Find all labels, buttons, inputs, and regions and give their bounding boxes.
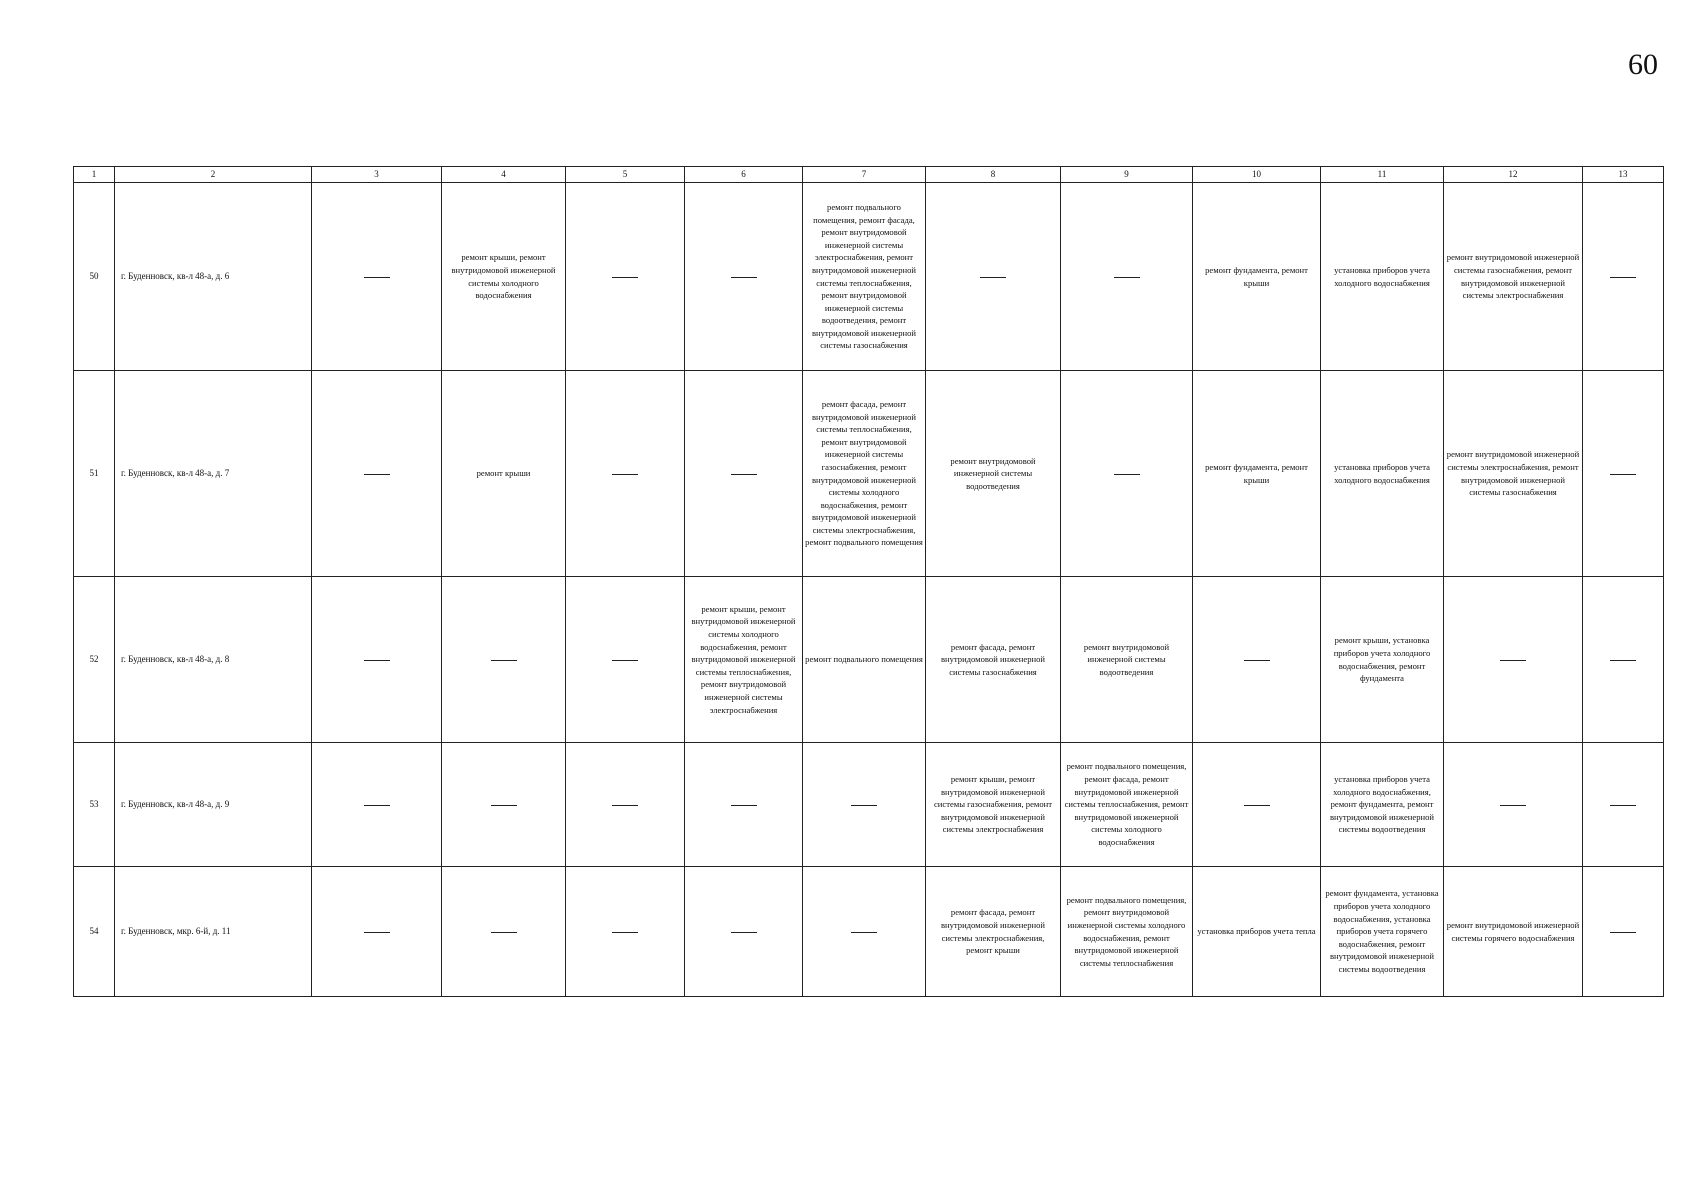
address-cell: г. Буденновск, кв-л 48-а, д. 8 [115,577,312,743]
empty-dash [364,277,390,278]
empty-dash [731,805,757,806]
work-cell [442,867,566,997]
work-cell: ремонт крыши, установка приборов учета холодного водоснабжения, ремонт фундамента [1321,577,1444,743]
column-header: 9 [1061,167,1193,183]
empty-dash [491,932,517,933]
work-cell [685,743,803,867]
empty-dash [1114,474,1140,475]
empty-dash [1114,277,1140,278]
column-header: 7 [803,167,926,183]
empty-dash [612,805,638,806]
work-cell: установка приборов учета холодного водоснабжения [1321,371,1444,577]
empty-dash [491,660,517,661]
work-cell [1583,577,1664,743]
table-row [74,183,1664,371]
work-cell: ремонт подвального помещения, ремонт фасада, ремонт внутридомовой инженерной системы электроснабжения, ремонт внутридомовой инженерной системы теплоснабжения, ремонт внутридомовой инженерной системы водоотведения, ремонт внутридомовой инженерной системы газоснабжения [803,183,926,371]
empty-dash [731,277,757,278]
work-cell: ремонт крыши, ремонт внутридомовой инженерной системы холодного водоснабжения, ремонт внутридомовой инженерной системы теплоснабжения, ремонт внутридомовой инженерной системы электроснабжения [685,577,803,743]
column-header: 1 [74,167,115,183]
table-row [74,577,1664,743]
table-row [74,867,1664,997]
address-cell: г. Буденновск, мкр. 6-й, д. 11 [115,867,312,997]
work-cell: установка приборов учета холодного водоснабжения, ремонт фундамента, ремонт внутридомовой инженерной системы водоотведения [1321,743,1444,867]
work-cell: ремонт фундамента, установка приборов учета холодного водоснабжения, установка приборов учета горячего водоснабжения, ремонт внутридомовой инженерной системы водоотведения [1321,867,1444,997]
empty-dash [612,932,638,933]
empty-dash [364,660,390,661]
work-cell [1444,577,1583,743]
work-cell [312,577,442,743]
work-cell [1061,371,1193,577]
work-cell [442,577,566,743]
work-cell [312,867,442,997]
column-header: 2 [115,167,312,183]
column-header: 3 [312,167,442,183]
address-cell: г. Буденновск, кв-л 48-а, д. 9 [115,743,312,867]
empty-dash [1610,805,1636,806]
work-cell: ремонт подвального помещения, ремонт фасада, ремонт внутридомовой инженерной системы теплоснабжения, ремонт внутридомовой инженерной системы холодного водоснабжения [1061,743,1193,867]
empty-dash [1610,474,1636,475]
work-cell: ремонт внутридомовой инженерной системы водоотведения [1061,577,1193,743]
work-cell [1193,743,1321,867]
work-cell: ремонт фундамента, ремонт крыши [1193,183,1321,371]
work-cell: ремонт фасада, ремонт внутридомовой инженерной системы электроснабжения, ремонт крыши [926,867,1061,997]
empty-dash [364,805,390,806]
empty-dash [731,932,757,933]
empty-dash [364,932,390,933]
empty-dash [1244,660,1270,661]
work-cell: ремонт фасада, ремонт внутридомовой инженерной системы теплоснабжения, ремонт внутридомовой инженерной системы газоснабжения, ремонт внутридомовой инженерной системы холодного водоснабжения, ремонт внутридомовой инженерной системы электроснабжения, ремонт подвального помещения [803,371,926,577]
work-cell [803,867,926,997]
column-header: 8 [926,167,1061,183]
column-header: 13 [1583,167,1664,183]
page-number: 60 [1628,48,1658,81]
work-cell: ремонт крыши, ремонт внутридомовой инженерной системы газоснабжения, ремонт внутридомовой инженерной системы электроснабжения [926,743,1061,867]
empty-dash [1500,805,1526,806]
work-cell [566,743,685,867]
column-header: 12 [1444,167,1583,183]
work-cell [926,183,1061,371]
work-cell: установка приборов учета холодного водоснабжения [1321,183,1444,371]
work-cell: ремонт внутридомовой инженерной системы газоснабжения, ремонт внутридомовой инженерной системы электроснабжения [1444,183,1583,371]
work-cell [685,371,803,577]
work-cell [1444,743,1583,867]
repair-schedule-table [73,166,1664,997]
work-cell [566,371,685,577]
column-number-row [74,167,1664,183]
work-cell [312,183,442,371]
work-cell: ремонт подвального помещения, ремонт внутридомовой инженерной системы холодного водоснабжения, ремонт внутридомовой инженерной системы теплоснабжения [1061,867,1193,997]
work-cell: установка приборов учета тепла [1193,867,1321,997]
row-number: 54 [74,867,115,997]
work-cell: ремонт внутридомовой инженерной системы водоотведения [926,371,1061,577]
empty-dash [612,474,638,475]
work-cell [685,183,803,371]
work-cell [803,743,926,867]
empty-dash [1244,805,1270,806]
row-number: 53 [74,743,115,867]
empty-dash [851,805,877,806]
work-cell: ремонт фундамента, ремонт крыши [1193,371,1321,577]
empty-dash [491,805,517,806]
empty-dash [851,932,877,933]
table-row [74,371,1664,577]
empty-dash [731,474,757,475]
work-cell [566,577,685,743]
work-cell: ремонт крыши [442,371,566,577]
column-header: 4 [442,167,566,183]
empty-dash [980,277,1006,278]
work-cell [312,743,442,867]
work-cell: ремонт подвального помещения [803,577,926,743]
column-header: 5 [566,167,685,183]
work-cell [312,371,442,577]
empty-dash [364,474,390,475]
column-header: 10 [1193,167,1321,183]
column-header: 11 [1321,167,1444,183]
work-cell [1061,183,1193,371]
empty-dash [1610,277,1636,278]
work-cell: ремонт внутридомовой инженерной системы электроснабжения, ремонт внутридомовой инженерной системы газоснабжения [1444,371,1583,577]
work-cell [1583,743,1664,867]
table-row [74,743,1664,867]
empty-dash [1500,660,1526,661]
empty-dash [1610,660,1636,661]
address-cell: г. Буденновск, кв-л 48-а, д. 6 [115,183,312,371]
empty-dash [1610,932,1636,933]
work-cell: ремонт крыши, ремонт внутридомовой инженерной системы холодного водоснабжения [442,183,566,371]
row-number: 52 [74,577,115,743]
work-cell [1583,867,1664,997]
address-cell: г. Буденновск, кв-л 48-а, д. 7 [115,371,312,577]
work-cell [442,743,566,867]
empty-dash [612,660,638,661]
empty-dash [612,277,638,278]
row-number: 51 [74,371,115,577]
row-number: 50 [74,183,115,371]
column-header: 6 [685,167,803,183]
work-cell [566,867,685,997]
work-cell [1583,183,1664,371]
work-cell: ремонт фасада, ремонт внутридомовой инженерной системы газоснабжения [926,577,1061,743]
work-cell [685,867,803,997]
work-cell [1193,577,1321,743]
work-cell [566,183,685,371]
work-cell: ремонт внутридомовой инженерной системы горячего водоснабжения [1444,867,1583,997]
work-cell [1583,371,1664,577]
